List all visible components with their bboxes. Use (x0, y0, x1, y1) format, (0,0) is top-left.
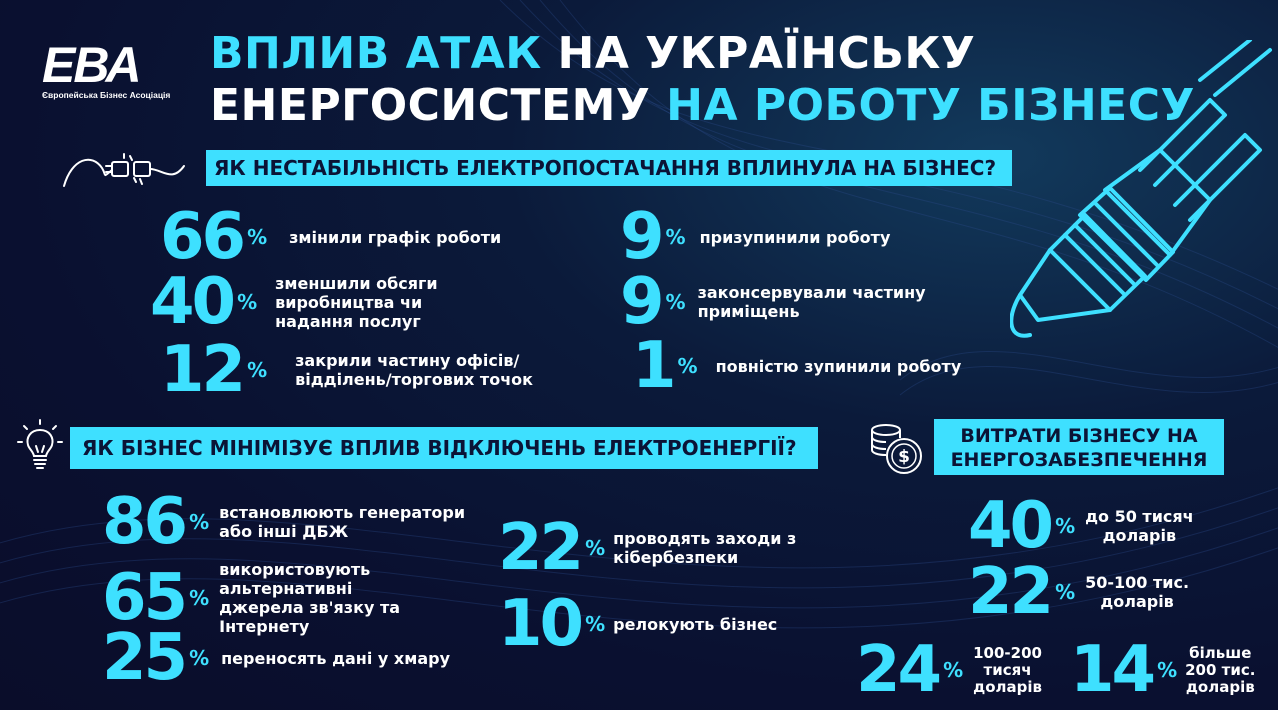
stat-value: 40 (968, 489, 1052, 563)
stat-text: законсервували частину приміщень (697, 283, 926, 321)
stat-value: 25 (102, 621, 186, 695)
stat-cost-22 (968, 555, 1190, 629)
stat-10 (498, 587, 778, 661)
stat-value: 1 (632, 329, 674, 403)
stat-value: 40 (150, 265, 234, 339)
stat-unit: % (247, 358, 268, 382)
title-line2-rest: ЕНЕРГОСИСТЕМУ (210, 80, 667, 131)
section1-header: ЯК НЕСТАБІЛЬНІСТЬ ЕЛЕКТРОПОСТАЧАННЯ ВПЛИНУЛА НА БІЗНЕС? (206, 150, 1012, 186)
stat-text-line1: до 50 тисяч (1085, 507, 1194, 526)
stat-unit: % (1055, 514, 1076, 538)
stat-text (1085, 573, 1189, 611)
stat-text: зменшили обсяги виробництва чи надання послуг (275, 273, 438, 331)
stat-unit: % (189, 646, 210, 670)
stat-value: 9 (620, 265, 662, 339)
stat-text-line1: 50-100 тис. (1085, 573, 1190, 592)
stat-1 (632, 329, 962, 403)
stat-value: 65 (102, 561, 186, 635)
plug-icon (1010, 40, 1278, 340)
stat-86 (102, 485, 469, 559)
title-line2-accent: НА РОБОТУ БІЗНЕСУ (666, 80, 1195, 131)
section2-header: ЯК БІЗНЕС МІНІМІЗУЄ ВПЛИВ ВІДКЛЮЧЕНЬ ЕЛЕКТРОЕНЕРГІЇ? (70, 427, 818, 469)
stat-40 (150, 265, 500, 339)
stat-text-line2: доларів (1102, 526, 1177, 545)
logo-mark: ЕВА (42, 37, 140, 93)
stat-text (1185, 645, 1255, 696)
stat-value: 24 (856, 633, 940, 707)
svg-text:$: $ (898, 447, 910, 467)
stat-text: повністю зупинили роботу (715, 356, 962, 376)
stat-text: встановлюють генератори або інші ДБЖ (219, 503, 466, 541)
stat-cost-14 (1070, 633, 1256, 707)
stat-text-line3: доларів (1185, 677, 1255, 696)
section3-header-line2: ЕНЕРГОЗАБЕЗПЕЧЕННЯ (950, 449, 1208, 471)
stat-value: 9 (620, 200, 662, 274)
stat-9a (620, 200, 891, 274)
stat-25 (102, 621, 450, 695)
stat-value: 10 (498, 587, 582, 661)
stat-cost-40 (968, 489, 1194, 563)
stat-text-line3: доларів (973, 677, 1043, 696)
stat-unit: % (943, 658, 964, 682)
lightbulb-icon (16, 418, 64, 472)
stat-unit: % (665, 225, 686, 249)
title-line1-rest: НА УКРАЇНСЬКУ (541, 28, 976, 79)
eba-logo (42, 37, 172, 100)
stat-text-line1: більше (1189, 643, 1252, 662)
stat-cost-24 (856, 633, 1043, 707)
stat-value: 22 (498, 511, 582, 585)
section3-header (934, 419, 1224, 475)
stat-unit: % (585, 612, 606, 636)
plug-cord-icon (62, 148, 190, 190)
title-line1-accent: ВПЛИВ АТАК (210, 28, 542, 79)
stat-unit: % (585, 536, 606, 560)
stat-text-line1: 100-200 (973, 643, 1042, 662)
stat-text: змінили графік роботи (289, 227, 502, 247)
stat-unit: % (189, 510, 210, 534)
stat-text: використовують альтернативні джерела зв'язку та Інтернету (219, 560, 401, 636)
stat-value: 22 (968, 555, 1052, 629)
stat-value: 66 (160, 200, 244, 274)
stat-text: закрили частину офісів/ відділень/торгових точок (295, 351, 534, 389)
stat-unit: % (665, 290, 686, 314)
stat-text: призупинили роботу (699, 227, 891, 247)
stat-12 (160, 333, 535, 407)
dollar-icon (884, 436, 924, 476)
logo-subtitle: Європейська Бізнес Асоціація (42, 90, 171, 100)
stat-text: проводять заходи з кібербезпеки (613, 529, 797, 567)
stat-unit: % (1055, 580, 1076, 604)
stat-9b (620, 265, 928, 339)
stat-unit: % (1157, 658, 1178, 682)
stat-text (973, 645, 1042, 696)
stat-value: 86 (102, 485, 186, 559)
stat-value: 14 (1070, 633, 1154, 707)
stat-text (1085, 507, 1194, 545)
stat-unit: % (237, 290, 258, 314)
stat-text-line2: тисяч (983, 660, 1032, 679)
stat-text-line2: 200 тис. (1185, 660, 1256, 679)
stat-text: релокують бізнес (613, 614, 778, 634)
stat-66 (160, 200, 502, 274)
stat-unit: % (677, 354, 698, 378)
stat-text-line2: доларів (1100, 592, 1174, 611)
stat-unit: % (189, 586, 210, 610)
section3-header-line1: ВИТРАТИ БІЗНЕСУ НА (960, 425, 1198, 447)
stat-text: переносять дані у хмару (221, 648, 450, 668)
stat-value: 12 (160, 333, 244, 407)
stat-22 (498, 511, 813, 585)
stat-unit: % (247, 225, 268, 249)
